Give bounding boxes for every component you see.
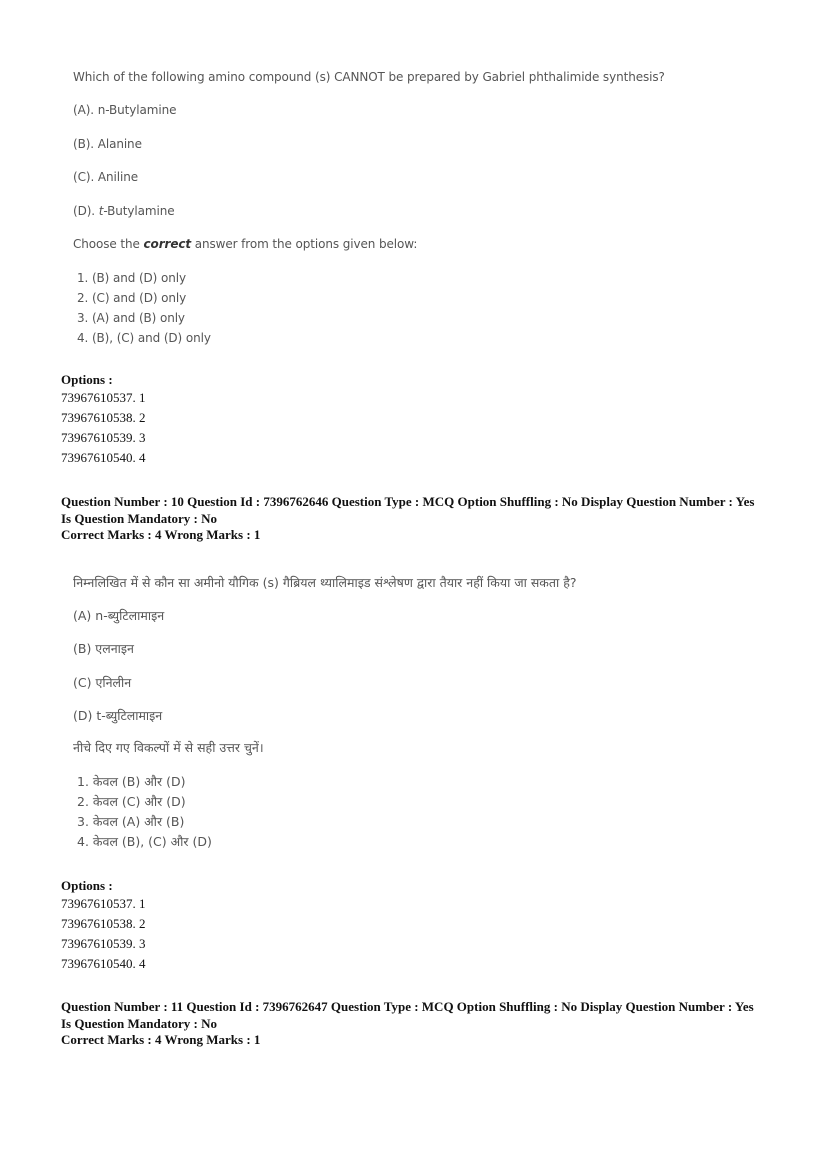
choice-a-hindi: (A) n-ब्युटिलामाइन — [73, 608, 165, 623]
option-ids-list — [61, 894, 146, 974]
meta-line: Question Number : 11 Question Id : 7396762647 Question Type : MCQ Option Shuffling : No Display Question Number : Yes — [61, 999, 754, 1014]
choice-a: (A). n-Butylamine — [73, 103, 177, 117]
option-id: 73967610537. 1 — [61, 390, 146, 405]
meta-line: Correct Marks : 4 Wrong Marks : 1 — [61, 527, 261, 542]
choice-c-hindi: (C) एनिलीन — [73, 675, 132, 690]
answer-item: 3. केवल (A) और (B) — [77, 814, 185, 829]
choice-b-hindi: (B) एलनाइन — [73, 641, 134, 656]
answer-item: 4. (B), (C) and (D) only — [77, 331, 211, 345]
option-ids-list — [61, 388, 146, 468]
meta-line: Correct Marks : 4 Wrong Marks : 1 — [61, 1032, 261, 1047]
option-id: 73967610540. 4 — [61, 956, 146, 971]
option-id: 73967610538. 2 — [61, 916, 146, 931]
options-label: Options : — [61, 372, 113, 387]
question-meta-10 — [61, 494, 754, 544]
answer-item: 2. (C) and (D) only — [77, 291, 187, 305]
answer-item: 4. केवल (B), (C) और (D) — [77, 834, 212, 849]
choice-d: (D). t-Butylamine — [73, 204, 175, 218]
answer-item: 3. (A) and (B) only — [77, 311, 185, 325]
answer-list-english — [77, 268, 211, 348]
answer-item: 1. (B) and (D) only — [77, 271, 186, 285]
instruction-english: Choose the correct answer from the options given below: — [73, 237, 418, 251]
option-id: 73967610538. 2 — [61, 410, 146, 425]
choice-d-hindi: (D) t-ब्युटिलामाइन — [73, 708, 163, 723]
answer-item: 1. केवल (B) और (D) — [77, 774, 186, 789]
option-id: 73967610539. 3 — [61, 430, 146, 445]
option-id: 73967610537. 1 — [61, 896, 146, 911]
choice-b: (B). Alanine — [73, 137, 142, 151]
meta-line: Is Question Mandatory : No — [61, 510, 218, 526]
option-id: 73967610540. 4 — [61, 450, 146, 465]
option-id: 73967610539. 3 — [61, 936, 146, 951]
meta-line: Question Number : 10 Question Id : 7396762646 Question Type : MCQ Option Shuffling : No Display Question Number : Yes — [61, 494, 755, 509]
answer-list-hindi — [77, 772, 212, 852]
question-meta-11 — [61, 999, 754, 1049]
answer-item: 2. केवल (C) और (D) — [77, 794, 186, 809]
choice-c: (C). Aniline — [73, 170, 138, 184]
meta-line: Is Question Mandatory : No — [61, 1015, 218, 1031]
options-label: Options : — [61, 878, 113, 893]
question-text-english: Which of the following amino compound (s) CANNOT be prepared by Gabriel phthalimide synthesis? — [73, 70, 665, 84]
instruction-hindi: नीचे दिए गए विकल्पों में से सही उत्तर चुनें। — [73, 740, 264, 755]
question-text-hindi: निम्नलिखित में से कौन सा अमीनो यौगिक (s) गैब्रियल थ्यालिमाइड संश्लेषण द्वारा तैयार नहीं किया जा सकता है? — [73, 575, 577, 590]
